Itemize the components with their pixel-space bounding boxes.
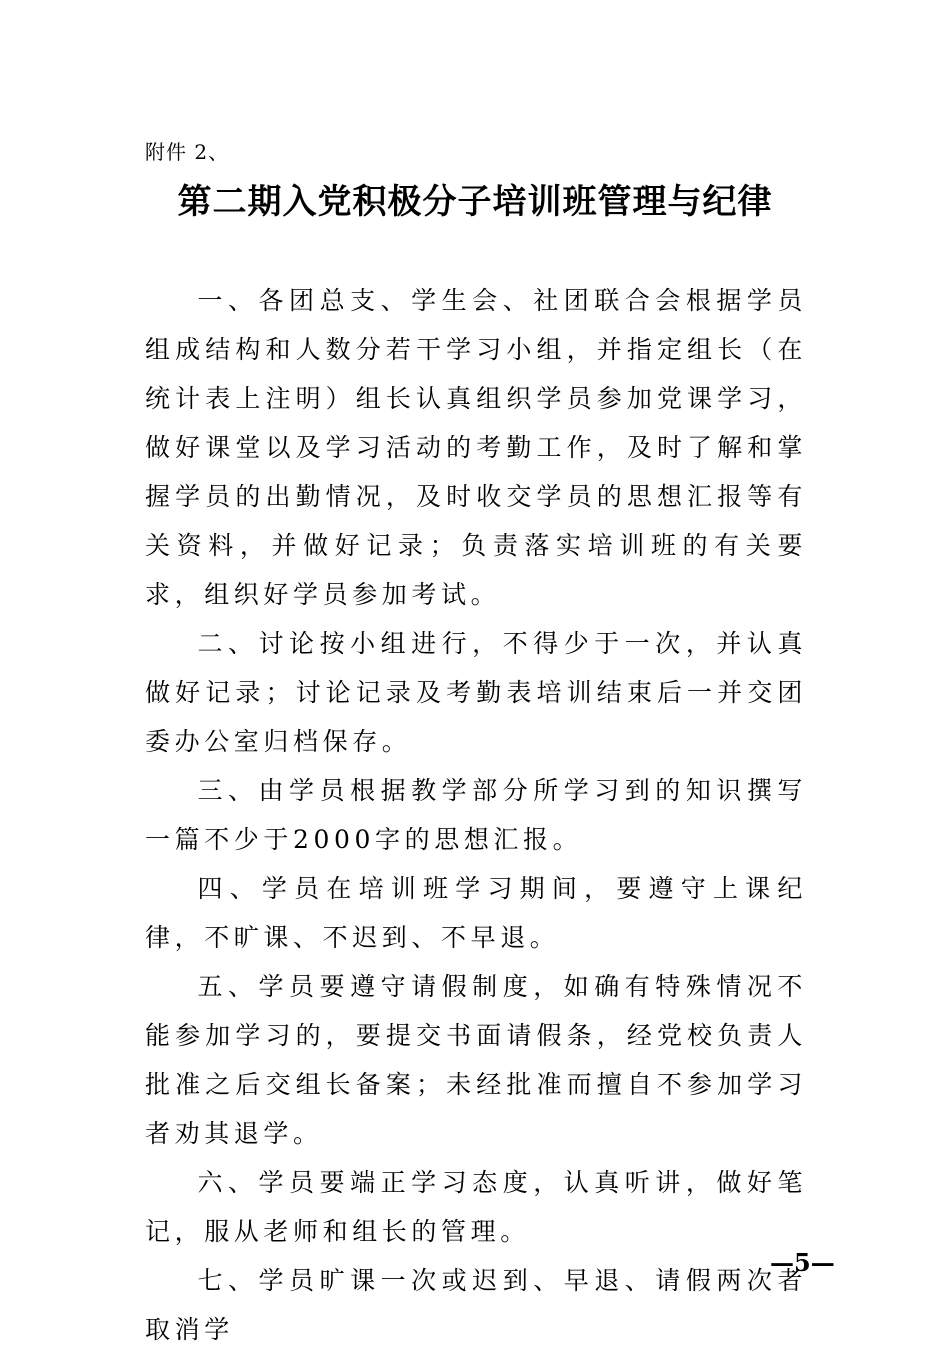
document-body: [145, 276, 807, 1354]
page-number: —5—: [770, 1248, 835, 1277]
paragraph-7: 七、学员旷课一次或迟到、早退、请假两次者取消学: [145, 1266, 807, 1344]
attachment-label: 附件 2、: [145, 140, 230, 164]
paragraph-4: 四、学员在培训班学习期间，要遵守上课纪律，不旷课、不迟到、不早退。: [145, 874, 807, 952]
document-title: 第二期入党积极分子培训班管理与纪律: [177, 182, 773, 222]
paragraph-6: 六、学员要端正学习态度，认真听讲，做好笔记，服从老师和组长的管理。: [145, 1168, 807, 1246]
paragraph-2: 二、讨论按小组进行，不得少于一次，并认真做好记录；讨论记录及考勤表培训结束后一并交团委办公室归档保存。: [145, 629, 807, 756]
paragraph-1: 一、各团总支、学生会、社团联合会根据学员组成结构和人数分若干学习小组，并指定组长（在统计表上注明）组长认真组织学员参加党课学习，做好课堂以及学习活动的考勤工作，及时了解和掌握学员的出勤情况，及时收交学员的思想汇报等有关资料，并做好记录；负责落实培训班的有关要求，组织好学员参加考试。: [145, 286, 807, 609]
paragraph-5: 五、学员要遵守请假制度，如确有特殊情况不能参加学习的，要提交书面请假条，经党校负责人批准之后交组长备案；未经批准而擅自不参加学习者劝其退学。: [145, 972, 807, 1148]
paragraph-3: 三、由学员根据教学部分所学习到的知识撰写一篇不少于2000字的思想汇报。: [145, 776, 807, 854]
